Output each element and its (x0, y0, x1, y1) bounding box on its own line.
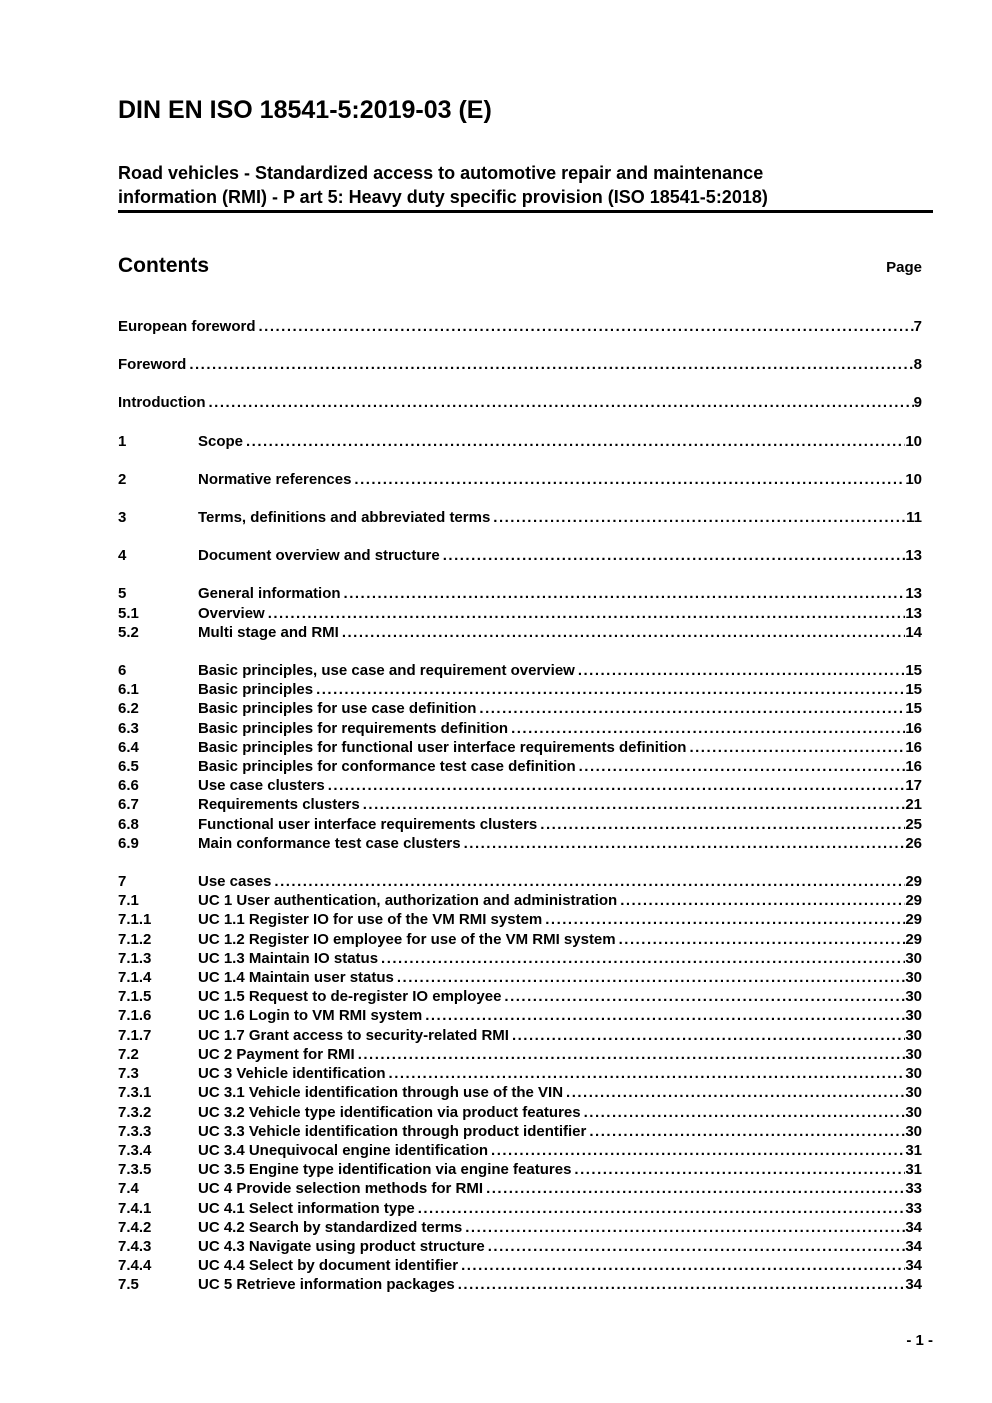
toc-entry (118, 1141, 922, 1160)
toc-entry-page: 9 (913, 394, 922, 412)
toc-dot-leader (274, 872, 905, 891)
toc-entry-page: 14 (905, 623, 922, 641)
toc-dot-leader (589, 1122, 905, 1141)
toc-dot-leader (464, 834, 906, 853)
toc-dot-leader (342, 623, 905, 642)
toc-entry-page: 13 (905, 547, 922, 565)
toc-entry-number: 7 (118, 873, 127, 891)
toc-entry-title: UC 3.4 Unequivocal engine identification (198, 1141, 489, 1159)
toc-entry-number: 6 (118, 662, 127, 680)
toc-dot-leader (493, 508, 906, 527)
toc-dot-leader (540, 815, 905, 834)
toc-entry-title: Basic principles, use case and requirement overview (198, 662, 575, 680)
toc-entry-title: Basic principles for conformance test case definition (198, 758, 576, 776)
toc-entry (118, 1179, 922, 1198)
toc-entry-title: Normative references (198, 470, 352, 488)
toc-entry-number: 6.2 (118, 700, 139, 718)
toc-entry-page: 29 (905, 911, 922, 929)
toc-entry (118, 987, 922, 1006)
toc-entry-title: UC 3.2 Vehicle type identification via product features (198, 1103, 581, 1121)
toc-dot-leader (511, 719, 905, 738)
toc-entry (118, 1218, 922, 1237)
toc-entry-number: 6.6 (118, 777, 139, 795)
toc-entry-number: 7.1.7 (118, 1026, 152, 1044)
toc-entry (118, 1103, 922, 1122)
toc-entry-number: 7.3 (118, 1065, 139, 1083)
toc-entry-title: Scope (198, 432, 244, 450)
toc-dot-leader (491, 1141, 905, 1160)
toc-entry (118, 776, 922, 795)
toc-entry-number: 7.5 (118, 1276, 139, 1294)
toc-entry (118, 355, 922, 374)
toc-entry-title: European foreword (118, 318, 256, 335)
toc-entry (118, 968, 922, 987)
toc-entry-number: 7.1 (118, 892, 139, 910)
toc-group (118, 546, 922, 565)
toc-entry-number: 7.4.4 (118, 1257, 152, 1275)
toc-entry-number: 7.3.3 (118, 1122, 152, 1140)
toc-dot-leader (344, 584, 906, 603)
document-title (118, 161, 933, 213)
toc-entry (118, 757, 922, 776)
contents-header (118, 253, 922, 278)
toc-entry (118, 1026, 922, 1045)
toc-entry-page: 29 (905, 873, 922, 891)
toc-entry-number: 6.7 (118, 796, 139, 814)
contents-heading: Contents (118, 254, 209, 277)
toc-entry-title: Requirements clusters (198, 796, 360, 814)
toc-entry (118, 795, 922, 814)
toc-entry-number: 6.9 (118, 834, 139, 852)
toc-entry-page: 25 (905, 815, 922, 833)
toc-entry (118, 317, 922, 336)
toc-entry-title: UC 1.7 Grant access to security-related RMI (198, 1026, 509, 1044)
toc-entry-page: 11 (906, 509, 922, 527)
toc-entry-page: 33 (905, 1199, 922, 1217)
toc-entry (118, 1083, 922, 1102)
toc-entry-title: UC 4.2 Search by standardized terms (198, 1218, 463, 1236)
toc-entry-title: Main conformance test case clusters (198, 834, 461, 852)
toc-dot-leader (189, 355, 913, 374)
toc-entry (118, 834, 922, 853)
toc-dot-leader (397, 968, 905, 987)
toc-entry-title: Introduction (118, 394, 206, 412)
toc-dot-leader (316, 680, 905, 699)
toc-entry-page: 15 (905, 700, 922, 718)
toc-dot-leader (620, 891, 905, 910)
toc-entry-page: 10 (905, 470, 922, 488)
toc-entry-title: UC 2 Payment for RMI (198, 1045, 355, 1063)
toc-dot-leader (354, 470, 905, 489)
toc-group (118, 508, 922, 527)
toc-entry (118, 1006, 922, 1025)
toc-group (118, 661, 922, 853)
toc-entry-title: UC 1 User authentication, authorization and administration (198, 892, 618, 910)
toc-entry-number: 7.4.1 (118, 1199, 152, 1217)
toc-entry-number: 7.3.1 (118, 1084, 152, 1102)
toc-entry (118, 393, 922, 412)
toc-entry-page: 16 (905, 738, 922, 756)
toc-entry-number: 7.4.2 (118, 1218, 152, 1236)
toc-entry-title: UC 3 Vehicle identification (198, 1065, 386, 1083)
toc-entry-page: 15 (905, 662, 922, 680)
toc-dot-leader (461, 1256, 905, 1275)
toc-entry (118, 470, 922, 489)
toc-entry-title: Basic principles for use case definition (198, 700, 477, 718)
toc-dot-leader (268, 604, 906, 623)
page-number-footer: - 1 - (906, 1332, 933, 1349)
toc-entry (118, 432, 922, 451)
toc-group (118, 872, 922, 1294)
toc-entry-number: 7.1.1 (118, 911, 152, 929)
toc-dot-leader (574, 1160, 905, 1179)
toc-entry-title: UC 3.3 Vehicle identification through product identifier (198, 1122, 587, 1140)
toc-entry-page: 30 (905, 1045, 922, 1063)
toc-entry (118, 1256, 922, 1275)
toc-entry-number: 7.1.4 (118, 969, 152, 987)
toc-entry-title: UC 4 Provide selection methods for RMI (198, 1180, 484, 1198)
toc-entry-page: 30 (905, 988, 922, 1006)
table-of-contents (118, 317, 922, 1295)
toc-entry (118, 910, 922, 929)
toc-entry-title: UC 3.5 Engine type identification via engine features (198, 1161, 572, 1179)
toc-entry-page: 30 (905, 1084, 922, 1102)
toc-dot-leader (479, 699, 905, 718)
toc-entry (118, 872, 922, 891)
toc-entry-number: 5.1 (118, 604, 139, 622)
toc-entry-title: Use cases (198, 873, 272, 891)
toc-entry-page: 8 (913, 356, 922, 374)
toc-entry-title: Functional user interface requirements clusters (198, 815, 538, 833)
toc-entry-page: 17 (905, 777, 922, 795)
toc-entry-title: Document overview and structure (198, 547, 440, 565)
toc-entry (118, 1064, 922, 1083)
toc-entry-title: General information (198, 585, 341, 603)
toc-entry-page: 21 (905, 796, 922, 814)
toc-dot-leader (418, 1199, 906, 1218)
toc-entry (118, 661, 922, 680)
toc-group (118, 432, 922, 451)
toc-entry-page: 29 (905, 892, 922, 910)
toc-entry-number: 5 (118, 585, 127, 603)
standard-designation: DIN EN ISO 18541-5:2019-03 (E) (118, 96, 492, 124)
toc-entry-number: 7.3.5 (118, 1161, 152, 1179)
toc-group (118, 355, 922, 374)
toc-entry-title: UC 4.4 Select by document identifier (198, 1257, 459, 1275)
toc-entry-title: UC 1.6 Login to VM RMI system (198, 1007, 423, 1025)
toc-dot-leader (545, 910, 905, 929)
toc-dot-leader (465, 1218, 905, 1237)
toc-entry (118, 604, 922, 623)
page-column-label: Page (886, 259, 922, 276)
toc-entry-title: UC 1.3 Maintain IO status (198, 949, 379, 967)
toc-entry-page: 34 (905, 1257, 922, 1275)
toc-entry-number: 7.3.4 (118, 1141, 152, 1159)
toc-entry (118, 1045, 922, 1064)
toc-entry (118, 1275, 922, 1294)
toc-entry-page: 13 (905, 604, 922, 622)
toc-group (118, 584, 922, 642)
toc-dot-leader (328, 776, 906, 795)
toc-entry-page: 16 (905, 719, 922, 737)
toc-group (118, 470, 922, 489)
toc-entry (118, 930, 922, 949)
toc-entry (118, 1122, 922, 1141)
toc-entry (118, 949, 922, 968)
toc-dot-leader (486, 1179, 905, 1198)
toc-entry-number: 7.3.2 (118, 1103, 152, 1121)
toc-entry (118, 584, 922, 603)
toc-entry-number: 7.1.6 (118, 1007, 152, 1025)
toc-entry (118, 1237, 922, 1256)
toc-entry (118, 719, 922, 738)
toc-entry-page: 10 (905, 432, 922, 450)
toc-entry-title: Foreword (118, 356, 187, 374)
toc-entry-number: 6.8 (118, 815, 139, 833)
toc-entry-title: UC 1.1 Register IO for use of the VM RMI system (198, 911, 543, 929)
toc-entry-page: 34 (905, 1237, 922, 1255)
toc-entry-number: 6.4 (118, 738, 139, 756)
toc-entry-page: 33 (905, 1180, 922, 1198)
toc-entry-page: 30 (905, 1026, 922, 1044)
toc-entry-page: 30 (905, 969, 922, 987)
toc-entry-title: Multi stage and RMI (198, 623, 339, 641)
toc-dot-leader (504, 987, 905, 1006)
toc-dot-leader (458, 1275, 906, 1294)
toc-entry-title: Use case clusters (198, 777, 325, 795)
toc-entry-number: 5.2 (118, 623, 139, 641)
toc-dot-leader (566, 1083, 905, 1102)
toc-entry (118, 815, 922, 834)
toc-entry-page: 31 (905, 1141, 922, 1159)
toc-entry-title: Terms, definitions and abbreviated terms (198, 509, 491, 527)
toc-entry-title: UC 1.2 Register IO employee for use of the VM RMI system (198, 930, 616, 948)
toc-dot-leader (363, 795, 906, 814)
toc-dot-leader (381, 949, 905, 968)
toc-entry-page: 34 (905, 1218, 922, 1236)
toc-dot-leader (689, 738, 905, 757)
toc-dot-leader (208, 393, 913, 412)
toc-entry (118, 699, 922, 718)
toc-entry (118, 1160, 922, 1179)
toc-entry-page: 30 (905, 1103, 922, 1121)
toc-entry (118, 623, 922, 642)
toc-entry-number: 3 (118, 509, 127, 527)
toc-entry (118, 508, 922, 527)
toc-entry-title: UC 4.1 Select information type (198, 1199, 415, 1217)
toc-entry-title: Basic principles (198, 681, 314, 699)
toc-entry-page: 29 (905, 930, 922, 948)
toc-entry (118, 891, 922, 910)
document-title-line-2: information (RMI) - P art 5: Heavy duty specific provision (ISO 18541-5:2018) (118, 187, 768, 207)
toc-dot-leader (358, 1045, 906, 1064)
toc-group (118, 317, 922, 336)
toc-dot-leader (578, 661, 905, 680)
toc-entry-page: 30 (905, 1007, 922, 1025)
toc-entry-page: 30 (905, 1065, 922, 1083)
toc-dot-leader (425, 1006, 905, 1025)
toc-entry-number: 7.1.2 (118, 930, 152, 948)
toc-entry-page: 16 (905, 758, 922, 776)
toc-entry-number: 7.4.3 (118, 1237, 152, 1255)
toc-entry-title: UC 5 Retrieve information packages (198, 1276, 455, 1294)
toc-entry-number: 7.1.5 (118, 988, 152, 1006)
toc-entry-number: 2 (118, 470, 127, 488)
toc-entry-page: 7 (913, 318, 922, 335)
toc-entry (118, 1199, 922, 1218)
toc-entry-title: UC 4.3 Navigate using product structure (198, 1237, 485, 1255)
toc-dot-leader (443, 546, 906, 565)
toc-entry-title: UC 1.4 Maintain user status (198, 969, 394, 987)
toc-entry-page: 13 (905, 585, 922, 603)
document-title-line-1: Road vehicles - Standardized access to automotive repair and maintenance (118, 163, 764, 183)
toc-entry-number: 1 (118, 432, 127, 450)
toc-entry-number: 7.2 (118, 1045, 139, 1063)
toc-entry-number: 7.1.3 (118, 949, 152, 967)
toc-entry-title: Overview (198, 604, 265, 622)
toc-entry-title: UC 3.1 Vehicle identification through use of the VIN (198, 1084, 564, 1102)
toc-entry-number: 6.5 (118, 758, 139, 776)
toc-entry-number: 7.4 (118, 1180, 139, 1198)
toc-entry-number: 6.3 (118, 719, 139, 737)
toc-dot-leader (619, 930, 906, 949)
toc-entry-number: 4 (118, 547, 127, 565)
toc-dot-leader (246, 432, 905, 451)
toc-entry-page: 31 (905, 1161, 922, 1179)
toc-entry-title: Basic principles for functional user interface requirements definition (198, 738, 687, 756)
toc-dot-leader (512, 1026, 905, 1045)
toc-entry (118, 680, 922, 699)
toc-entry-number: 6.1 (118, 681, 139, 699)
toc-entry-title: Basic principles for requirements definition (198, 719, 509, 737)
toc-dot-leader (389, 1064, 906, 1083)
toc-dot-leader (259, 317, 914, 336)
toc-entry-page: 30 (905, 949, 922, 967)
toc-group (118, 393, 922, 412)
toc-dot-leader (584, 1103, 906, 1122)
toc-dot-leader (488, 1237, 906, 1256)
toc-entry-page: 30 (905, 1122, 922, 1140)
toc-dot-leader (579, 757, 906, 776)
toc-entry-page: 26 (905, 834, 922, 852)
toc-entry-page: 34 (905, 1276, 922, 1294)
toc-entry (118, 738, 922, 757)
toc-entry-page: 15 (905, 681, 922, 699)
toc-entry-title: UC 1.5 Request to de-register IO employee (198, 988, 502, 1006)
toc-entry (118, 546, 922, 565)
